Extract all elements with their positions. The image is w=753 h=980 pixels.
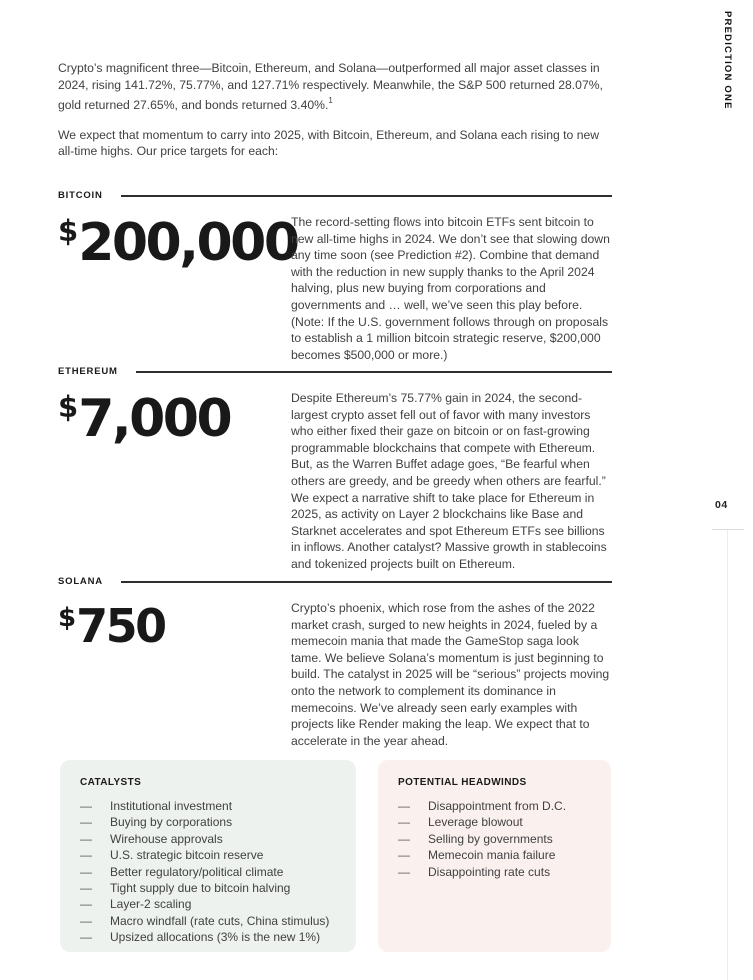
- dash-icon: —: [80, 897, 92, 912]
- list-item: [398, 847, 593, 863]
- ethereum-price-value: 7,000: [78, 389, 231, 449]
- list-item-label: Layer-2 scaling: [110, 897, 192, 912]
- catalysts-list: [80, 798, 338, 946]
- solana-price-target: [58, 599, 291, 653]
- section-solana-rule: [121, 581, 612, 583]
- list-item-label: U.S. strategic bitcoin reserve: [110, 848, 264, 863]
- section-ethereum: [58, 366, 612, 573]
- bitcoin-price-target: [58, 213, 298, 273]
- headwinds-list: [398, 798, 593, 880]
- dash-icon: —: [80, 848, 92, 863]
- list-item: [80, 913, 338, 929]
- intro-paragraph-1-text: Crypto’s magnificent three—Bitcoin, Ethereum, and Solana—outperformed all major asset classes in 2024, rising 141.72%, 75.77%, and 127.71% respectively. Meanwhile, the S&P 500 returned 28.07%, gold returned 27.65%, and bonds returned 3.40%.: [58, 61, 603, 113]
- dash-icon: —: [398, 848, 410, 863]
- list-item-label: Memecoin mania failure: [428, 848, 556, 863]
- list-item: [398, 798, 593, 814]
- dash-icon: —: [80, 864, 92, 879]
- dash-icon: —: [80, 799, 92, 813]
- catalysts-box: [60, 760, 356, 952]
- dash-icon: —: [80, 815, 92, 830]
- section-ethereum-row: [58, 390, 612, 573]
- catalysts-box-title: CATALYSTS: [80, 777, 142, 788]
- dash-icon: —: [80, 913, 92, 928]
- list-item: [398, 864, 593, 880]
- section-ethereum-rule: [136, 371, 612, 373]
- solana-price-value: 750: [76, 599, 165, 653]
- list-item-label: Disappointing rate cuts: [428, 864, 551, 879]
- section-bitcoin-label: BITCOIN: [58, 190, 103, 201]
- list-item: [80, 798, 338, 814]
- solana-price-cell: [58, 600, 291, 749]
- headwinds-box-title: POTENTIAL HEADWINDS: [398, 777, 527, 788]
- list-item-label: Institutional investment: [110, 799, 233, 813]
- list-item-label: Disappointment from D.C.: [428, 799, 567, 813]
- dash-icon: —: [398, 831, 410, 846]
- bitcoin-price-value: 200,000: [78, 213, 298, 273]
- list-item-label: Selling by governments: [428, 831, 553, 846]
- headwinds-box: [378, 760, 611, 952]
- list-item-label: Tight supply due to bitcoin halving: [110, 881, 291, 896]
- list-item: [80, 929, 338, 945]
- dash-icon: —: [80, 930, 92, 945]
- list-item: [80, 847, 338, 863]
- dash-icon: —: [398, 815, 410, 830]
- section-ethereum-header: [58, 366, 612, 377]
- section-bitcoin-row: [58, 214, 612, 363]
- section-bitcoin-rule: [121, 195, 612, 197]
- list-item-label: Upsized allocations (3% is the new 1%): [110, 930, 321, 945]
- list-item: [80, 831, 338, 847]
- intro-paragraph-2: We expect that momentum to carry into 2025, with Bitcoin, Ethereum, and Solana each rising to new all-time highs. Our price targets for each:: [58, 127, 600, 159]
- list-item: [80, 896, 338, 912]
- dash-icon: —: [80, 831, 92, 846]
- list-item: [398, 831, 593, 847]
- solana-body-text: Crypto’s phoenix, which rose from the ashes of the 2022 market crash, surged to new heights in 2024, fueled by a memecoin mania that made the GameStop saga look tame. We believe Solana’s momentum is just beginning to build. The catalyst in 2025 will be “serious” projects moving onto the network to complement its dominance in memecoins. We’ve already seen early examples with projects like Render making the leap. We expect that to accelerate in the year ahead.: [291, 601, 610, 748]
- section-solana-header: [58, 576, 612, 587]
- dollar-sign: $: [58, 603, 77, 633]
- dash-icon: —: [398, 864, 410, 879]
- ethereum-price-target: [58, 389, 291, 449]
- fold-vertical-line: [727, 530, 728, 980]
- list-item-label: Leverage blowout: [428, 815, 523, 830]
- ethereum-price-cell: [58, 390, 291, 573]
- list-item: [398, 814, 593, 830]
- list-item-label: Buying by corporations: [110, 815, 233, 830]
- section-solana: [58, 576, 612, 749]
- list-item-label: Wirehouse approvals: [110, 831, 223, 846]
- dollar-sign: $: [58, 214, 79, 248]
- section-solana-row: [58, 600, 612, 749]
- dollar-sign: $: [58, 390, 79, 424]
- list-item-label: Better regulatory/political climate: [110, 864, 284, 879]
- intro-text: [58, 60, 612, 173]
- dash-icon: —: [398, 799, 410, 813]
- section-ethereum-label: ETHEREUM: [58, 366, 118, 377]
- list-item: [80, 880, 338, 896]
- list-item: [80, 814, 338, 830]
- page-number: 04: [715, 499, 728, 511]
- list-item: [80, 864, 338, 880]
- dash-icon: —: [80, 881, 92, 896]
- section-solana-label: SOLANA: [58, 576, 103, 587]
- intro-paragraph-1: [58, 60, 612, 114]
- ethereum-body-text: Despite Ethereum’s 75.77% gain in 2024, the second-largest crypto asset fell out of favor with many investors who either fixed their gaze on bitcoin or on fast-growing programmable blockchains that compete with Ethereum. But, as the Warren Buffet adage goes, “Be fearful when others are greedy, and be greedy when others are fearful.” We expect a narrative shift to take place for Ethereum in 2025, as activity on Layer 2 blockchains like Base and Starknet accelerates and spot Ethereum ETFs see billions in inflows. Another catalyst? Massive growth in stablecoins and tokenized projects built on Ethereum.: [291, 391, 607, 571]
- fold-tick-line: [712, 529, 744, 530]
- footnote-marker: 1: [328, 96, 333, 106]
- section-bitcoin: [58, 190, 612, 363]
- bitcoin-body-text: The record-setting flows into bitcoin ETFs sent bitcoin to new all-time highs in 2024. We don’t see that slowing down any time soon (see Prediction #2). Combine that demand with the reduction in new supply thanks to the April 2024 halving, plus new buying from corporations and governments and … well, we’ve seen this play before. (Note: If the U.S. government follows through on proposals to establish a 1 million bitcoin strategic reserve, $200,000 becomes $500,000 or more.): [291, 215, 610, 362]
- bitcoin-price-cell: [58, 213, 298, 363]
- section-bitcoin-header: [58, 190, 612, 201]
- prediction-one-side-label: PREDICTION ONE: [722, 11, 733, 110]
- list-item-label: Macro windfall (rate cuts, China stimulus): [110, 913, 330, 928]
